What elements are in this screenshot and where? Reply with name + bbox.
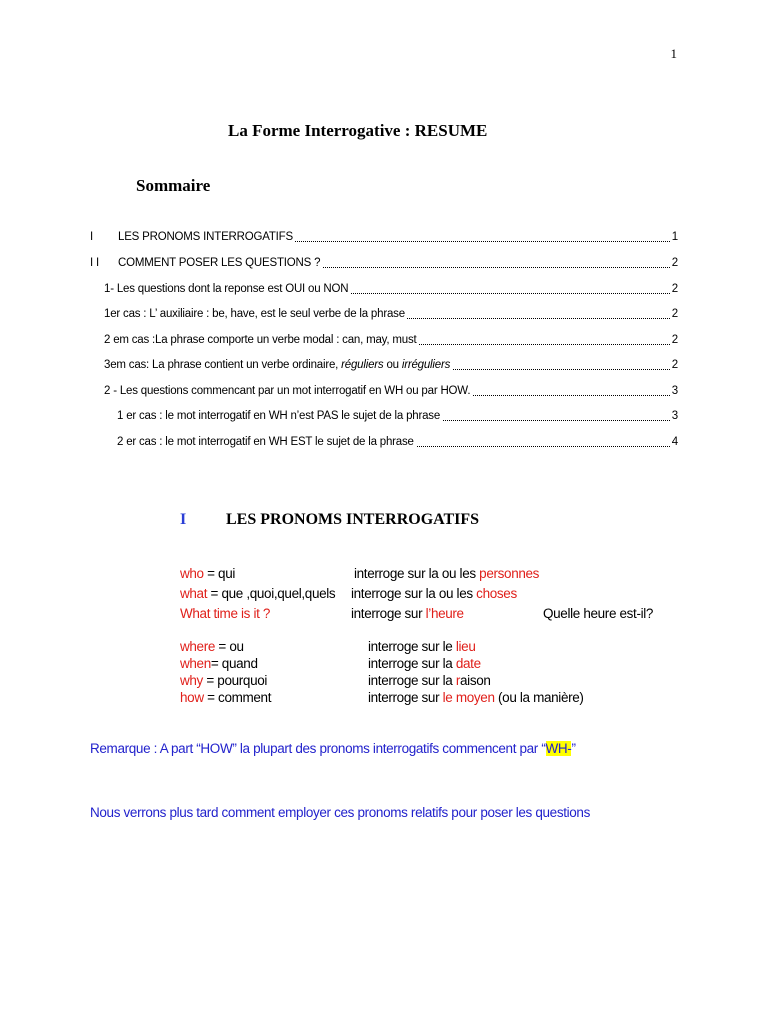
description-text: (ou la manière): [494, 690, 584, 705]
pronoun-word: where: [180, 639, 216, 654]
description-target: date: [455, 656, 481, 671]
toc-entry-page: 2: [671, 308, 678, 320]
toc-label-part: ou: [383, 359, 402, 371]
toc-heading: Sommaire: [136, 176, 211, 195]
pronoun-word: What time is it ?: [180, 606, 271, 621]
description-text: interroge sur la ou les: [351, 586, 477, 601]
toc-entry-label: 2 - Les questions commencant par un mot interrogatif en WH ou par HOW.: [104, 385, 471, 397]
pronoun-translation: = quand: [210, 656, 258, 671]
toc-entry[interactable]: [0, 385, 768, 403]
description-text: interroge sur le: [368, 639, 456, 654]
toc-entry-page: 2: [671, 283, 678, 295]
pronoun-description: [368, 656, 481, 671]
description-text: interroge sur la ou les: [354, 566, 480, 581]
pronoun-translation: = qui: [203, 566, 236, 581]
description-text: interroge sur la: [368, 656, 456, 671]
page-number: 1: [670, 46, 677, 61]
toc-entry-label: 1er cas : L’ auxiliaire : be, have, est le seul verbe de la phrase: [104, 308, 405, 320]
toc-entry-number: I I: [90, 257, 99, 269]
pronoun-term: [180, 606, 270, 621]
toc-entry[interactable]: [0, 231, 768, 249]
toc-label-italic: réguliers: [341, 359, 384, 371]
toc-entry-label: LES PRONOMS INTERROGATIFS: [118, 231, 293, 243]
toc-entry-label: 1- Les questions dont la reponse est OUI ou NON: [104, 283, 349, 295]
pronoun-term: [180, 690, 271, 705]
remark-text: Remarque : A part “HOW” la plupart des pronoms interrogatifs commencent par “: [90, 741, 546, 756]
toc-entry-page: 3: [671, 410, 678, 422]
pronoun-description: [354, 566, 539, 581]
pronoun-term: [180, 566, 235, 581]
pronoun-description: [368, 639, 475, 654]
description-target: choses: [476, 586, 517, 601]
pronoun-translation: = ou: [215, 639, 244, 654]
pronoun-description: [351, 606, 464, 621]
pronoun-description: [368, 673, 491, 688]
remark: [90, 741, 576, 756]
description-target: personnes: [479, 566, 540, 581]
toc-entry-label: 2 er cas : le mot interrogatif en WH EST le sujet de la phrase: [117, 436, 414, 448]
toc-entry[interactable]: [0, 308, 768, 326]
toc-entry-page: 4: [671, 436, 678, 448]
toc-label-italic: irréguliers: [401, 359, 451, 371]
toc-entry[interactable]: [0, 334, 768, 352]
toc-entry-label: 1 er cas : le mot interrogatif en WH n’est PAS le sujet de la phrase: [117, 410, 441, 422]
toc-entry-page: 2: [671, 334, 678, 346]
pronoun-term: [180, 673, 267, 688]
description-text: interroge sur la: [368, 673, 456, 688]
remark-highlight: WH-: [545, 741, 572, 756]
pronoun-word: why: [180, 673, 203, 688]
pronoun-word: who: [180, 566, 204, 581]
toc-entry-page: 2: [671, 257, 678, 269]
toc-entry-page: 3: [671, 385, 678, 397]
pronoun-word: when: [180, 656, 211, 671]
toc-entry-label: [104, 359, 452, 371]
toc-entry[interactable]: [0, 257, 768, 275]
description-target: l’heure: [425, 606, 464, 621]
toc-entry-label: COMMENT POSER LES QUESTIONS ?: [118, 257, 321, 269]
pronoun-word: how: [180, 690, 204, 705]
description-target: le moyen: [442, 690, 495, 705]
toc-entry-label: 2 em cas :La phrase comporte un verbe modal : can, may, must: [104, 334, 417, 346]
pronoun-description: [351, 586, 517, 601]
toc-entry-page: 1: [671, 231, 678, 243]
description-text: interroge sur: [351, 606, 426, 621]
pronoun-term: [180, 656, 258, 671]
description-text: interroge sur: [368, 690, 443, 705]
pronoun-translation: = que ,quoi,quel,quels: [207, 586, 336, 601]
document-title: La Forme Interrogative : RESUME: [228, 121, 488, 140]
description-target: r: [455, 673, 461, 688]
description-target: lieu: [455, 639, 476, 654]
toc-entry[interactable]: [0, 410, 768, 428]
section-heading: [180, 511, 479, 529]
section-roman-numeral: I: [180, 511, 187, 528]
section-heading-text: LES PRONOMS INTERROGATIFS: [226, 511, 480, 528]
toc-entry[interactable]: [0, 359, 768, 377]
pronoun-translation: = comment: [203, 690, 272, 705]
toc-entry-number: I: [90, 231, 93, 243]
toc-entry[interactable]: [0, 436, 768, 454]
pronoun-word: what: [180, 586, 208, 601]
note: Nous verrons plus tard comment employer ces pronoms relatifs pour poser les questions: [90, 805, 590, 820]
pronoun-term: [180, 639, 244, 654]
description-text: aison: [460, 673, 491, 688]
pronoun-description: [368, 690, 584, 705]
pronoun-example-translation: Quelle heure est-il?: [543, 606, 654, 621]
pronoun-translation: = pourquoi: [202, 673, 268, 688]
toc-entry-page: 2: [671, 359, 678, 371]
pronoun-term: [180, 586, 335, 601]
toc-label-part: 3em cas: La phrase contient un verbe ordinaire,: [104, 359, 342, 371]
toc-entry[interactable]: [0, 283, 768, 301]
remark-text: ”: [571, 741, 576, 756]
